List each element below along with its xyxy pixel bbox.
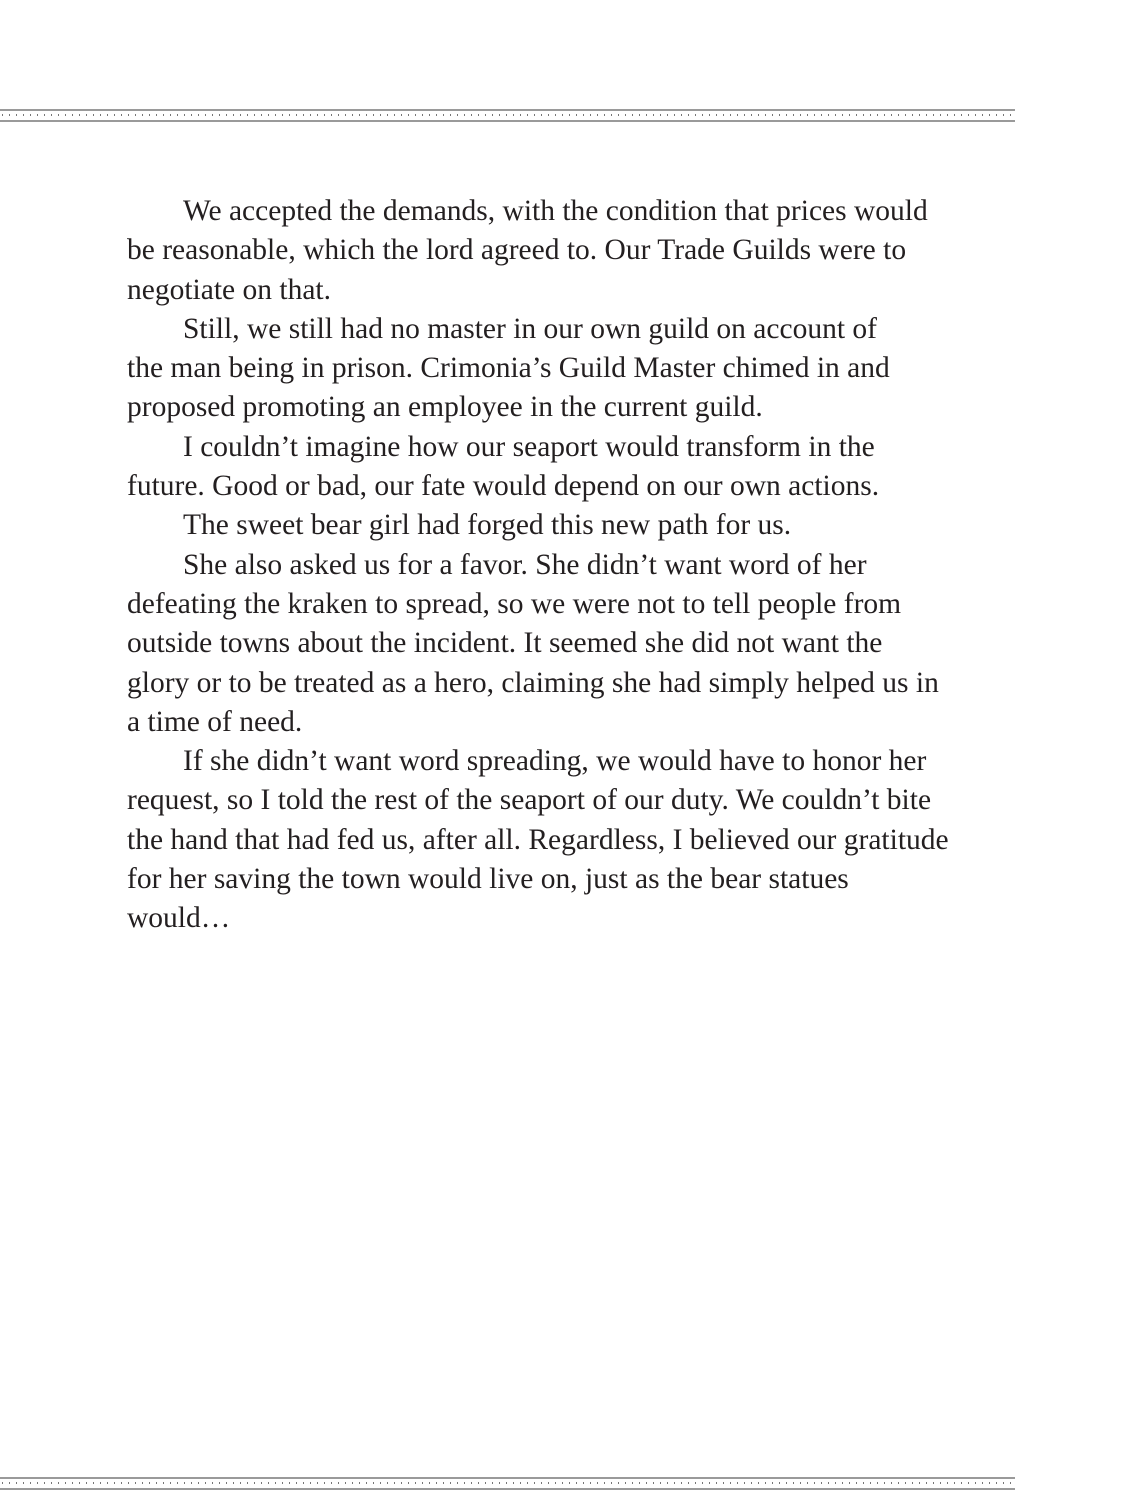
paragraph [127,192,1027,310]
body-text [127,192,1027,939]
text-line: defeating the kraken to spread, so we were not to tell people from [127,587,902,620]
text-line: would… [127,902,231,935]
text-line: We accepted the demands, with the condition that prices would [183,195,928,227]
text-line: for her saving the town would live on, just as the bear statues [127,863,849,896]
text-line: future. Good or bad, our fate would depend on our own actions. [127,470,880,503]
text-line: proposed promoting an employee in the current guild. [127,391,763,424]
text-line: the man being in prison. Crimonia’s Guild Master chimed in and [127,352,890,385]
text-line: outside towns about the incident. It seemed she did not want the [127,627,883,660]
paragraph [127,546,1027,742]
text-line: request, so I told the rest of the seaport of our duty. We couldn’t bite [127,784,932,817]
paragraph [127,742,1027,938]
text-line: a time of need. [127,705,303,738]
paragraph [127,310,1027,428]
text-line: negotiate on that. [127,273,331,306]
text-line: Still, we still had no master in our own guild on account of [183,312,877,345]
paragraph [127,506,1027,545]
text-line: be reasonable, which the lord agreed to. Our Trade Guilds were to [127,234,907,267]
text-line: The sweet bear girl had forged this new path for us. [183,509,792,542]
text-line: I couldn’t imagine how our seaport would transform in the [183,430,875,463]
text-line: glory or to be treated as a hero, claiming she had simply helped us in [127,666,939,699]
text-line: She also asked us for a favor. She didn’t want word of her [183,548,867,581]
paragraph [127,428,1027,507]
header-rule [0,109,1015,122]
text-line: If she didn’t want word spreading, we would have to honor her [183,745,927,778]
text-line: the hand that had fed us, after all. Regardless, I believed our gratitude [127,823,949,856]
footer-rule [0,1477,1015,1490]
